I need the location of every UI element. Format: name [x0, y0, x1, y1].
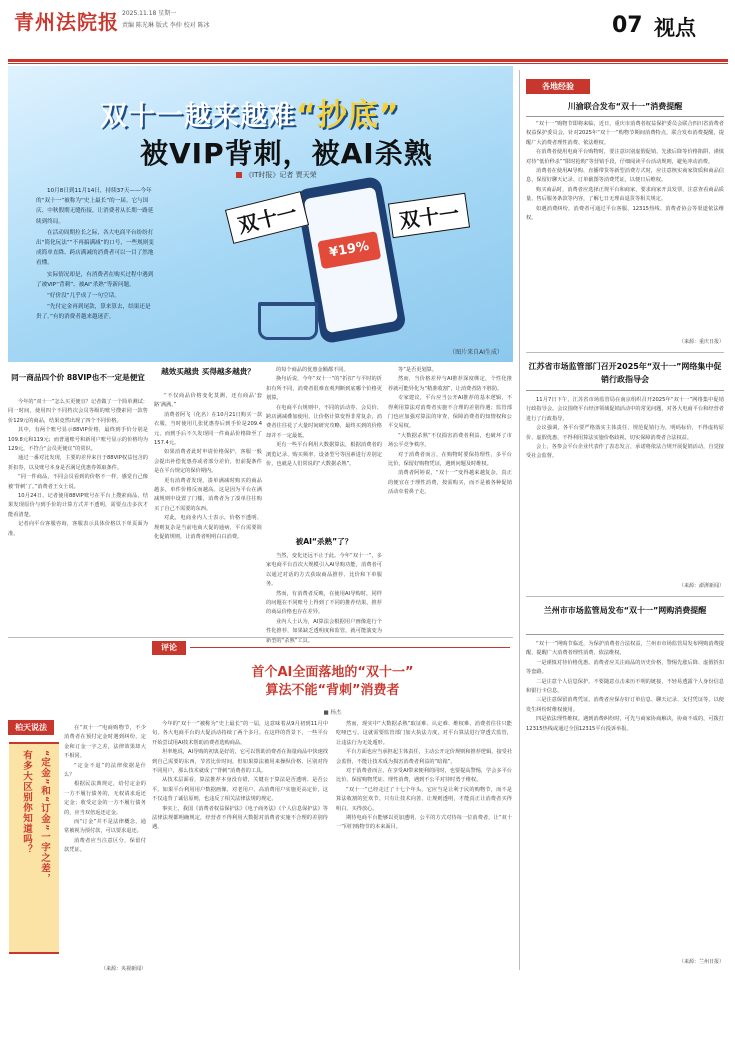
headline [100, 90, 399, 134]
sidebar-paragraph: 根据民法典规定，给付定金的一方不履行债务的，无权请求返还定金；收受定金的一方不履行债务的，应当双倍返还定金。 [64, 781, 146, 816]
commentary-label: 评论 [152, 641, 186, 655]
right-paragraph: 如遇消费纠纷，消费者可通过平台客服、12315热线、消费者协会等渠道依法维权。 [526, 205, 724, 222]
right-article-body [526, 120, 724, 336]
hero-banner [8, 66, 513, 362]
commentary-column [152, 720, 328, 982]
headline-emphasis: “抄底” [296, 98, 400, 133]
right-paragraph: 在消费者使用电商平台购物时，要注意识别虚假促销、先涨后降等价格陷阱，谨慎对待“低价秒杀”“限时抢购”等营销手段，仔细阅读平台活动规则，避免冲动消费。 [526, 149, 724, 165]
commentary-header [152, 641, 513, 655]
masthead [0, 0, 735, 58]
article-paragraph: 如果消费者此时申请价格保护，客服一般会提出补偿优惠券或者部分差价，但前提条件是在平台规定的保价期内。 [154, 449, 262, 475]
sidebar-title-panel [9, 742, 59, 954]
article-column [266, 552, 382, 644]
sidebar-paragraph: 而“订金”并不是法律概念，通常被视为预付款，可以要求退还。 [64, 819, 146, 835]
article-paragraph: 更有一些平台利用大数据算法，根据消费者的浏览记录、购买频率、设备型号等因素进行差别定价，也就是人们常说的“大数据杀熟”。 [266, 442, 382, 468]
title-rule [526, 116, 724, 117]
commentary-paragraph: 事实上，我国《消费者权益保护法》《电子商务法》《个人信息保护法》等法律法规都明确规定，经营者不得利用大数据对消费者实施不合理的差别待遇。 [152, 805, 328, 831]
article-paragraph: 消费者阿飞（化名）在10月21日购买一款衣服，当时使用几张优惠券后到手价是209.4元，而到手后不久发现同一件商品价格降至了157.4元。 [154, 411, 262, 447]
issue-meta [122, 8, 210, 32]
commentary-paragraph: 期待电商平台能够以更加透明、公平的方式对待每一位消费者，让“双十一”回归购物节的本来面目。 [336, 815, 512, 831]
article-source: （来源：澎湃新闻） [678, 583, 724, 589]
article-paragraph: 对此，电商业内人士表示，价格不透明、规则复杂是当前电商大促的通病，平台需要简化促销规则，让消费者明明白白消费。 [154, 515, 262, 541]
right-paragraph: “双十一”购物节即将来临，近日，重庆市消费者权益保护委员会联合四川省消费者权益保护委员会，针对2025年“双十一”购物节期间消费特点，联合发布消费提醒，提醒广大消费者理性消费、依法维权。 [526, 121, 724, 146]
article-paragraph: 然而，当价格差异与AI推荐深度绑定，个性化推荐就可能异化为“精准收割”，让消费者防不胜防。 [388, 376, 512, 392]
editor-credits: 责编 陈光琳 版式 李仲 校对 陈冰 [122, 22, 210, 29]
sidebar-source: （来源：央视新闻） [100, 966, 146, 972]
byline: 《IT时报》记者 贾天荣 [236, 170, 317, 180]
section-divider [8, 637, 513, 638]
article-title: 川渝联合发布“双十一”消费提醒 [567, 102, 683, 111]
article-paragraph: “大数据杀熟”不仅损害消费者利益，也破坏了市场公平竞争秩序。 [388, 432, 512, 449]
article-paragraph: 今年的“双十一”怎么买更便宜？记者做了一个简单测试：同一时间，使用四个不同档次会员等级的账号搜索同一款售价129元的商品，结果竟然出现了四个不同价格。 [8, 399, 148, 424]
article-divider [526, 352, 724, 353]
right-paragraph: 消费者在使用AI导购、直播带货等新型消费方式时，应注意核实商家资质和商品信息，保留好聊天记录、订单截图等消费凭证，以便日后维权。 [526, 168, 724, 184]
masthead-rule-thin [8, 63, 728, 64]
article-paragraph: 在电商平台规则中，不同的活动券、会员价、跨店满减叠加使用，让价格计算变得非常复杂，消费者往往花了大量时间研究攻略，最终买到的价格却并不一定最低。 [266, 404, 382, 439]
sidebar-title-line: 有多大区别你知道吗？ [21, 750, 32, 855]
article-column [8, 398, 148, 634]
right-paragraph: 二是注意个人信息保护。不要随意点击来历不明的链接，不轻易透露个人身份信息和银行卡信息。 [526, 678, 724, 695]
sidebar-paragraph: “定金不退”的法律依据是什么？ [64, 762, 146, 779]
lead-paragraph: “好价没”几乎成了一句空话。 [47, 293, 120, 300]
article-paragraph: 通过一番对比发现，主要的差异来自于88VIP权益包含的折扣券，以及账号本身是否满足优惠券领取条件。 [8, 455, 148, 471]
right-column-label: 各地经验 [526, 79, 590, 94]
commentary-title [152, 664, 513, 700]
commentary-paragraph: 从技术层面看，算法推荐本身没有错，关键在于算法是否透明、是否公平。如果平台利用用户数据画像，对老用户、高消费用户实施更高定价，这不仅违背了诚信原则，也违反了相关法律法规的规定。 [152, 777, 328, 803]
article-column [266, 366, 382, 534]
double-eleven-tag: 双十一 [225, 191, 309, 244]
right-article-body [526, 396, 724, 580]
article-paragraph: 当然，变化还远不止于此。今年“双十一”，多家电商平台首次大规模引入AI导购功能，消费者可以通过对话的方式获取商品推荐、比价和下单服务。 [266, 553, 382, 588]
article-paragraph: 然而，有消费者反映，在使用AI导购时，同样的问题在不同账号上得到了不同的推荐结果，推荐的商品价格也存在差异。 [266, 590, 382, 616]
commentary-title-line: 算法不能“背刺”消费者 [265, 683, 400, 698]
commentary-paragraph: 坦率地说，AI导购的初衷是好的，它可以帮助消费者在海量商品中快速找到自己需要的东西，节省比价时间。但如果算法被用来操纵价格、区别对待不同用户，那么技术就成了“背刺”消费者的工具。 [152, 749, 328, 775]
sidebar-paragraph: 消费者应当注意区分，保留付款凭证。 [64, 837, 146, 854]
lead-paragraph: 在活动周期拉长之际，各大电商平台纷纷打出“简化玩法”“不再搞满减”的口号，一些规则变成简单直降、跨店满减的消费者可以一目了然地看懂。 [36, 229, 154, 267]
commentary-paragraph: 平台方面也应当承担起主体责任，主动公开定价规则和推荐逻辑，接受社会监督，不能让技术成为损害消费者利益的“暗箱”。 [336, 749, 513, 765]
right-paragraph: 四是依法理性维权。遇到消费纠纷时，可先与商家协商解决，协商不成的，可拨打12315热线或通过全国12315平台投诉举报。 [526, 716, 724, 732]
coupon-badge: ¥19% [317, 231, 381, 269]
sidebar-title-line: “定金”和“订金”一字之差， [39, 750, 50, 884]
lead-paragraph: 10月8日到11月14日，持续37天——今年的“双十一”被称为“史上最长”的一届。它与国庆、中秋假期无缝衔接，让消费者从长期一路延续到终局。 [36, 188, 154, 225]
article-source: （来源：重庆日报） [678, 339, 724, 345]
article-paragraph: “不仅商品价格变化莫测，还有商品‘套路’满满。” [154, 393, 262, 409]
article-source: （来源：兰州日报） [678, 959, 724, 965]
article-column [154, 392, 262, 634]
sidebar-label: 柏天说法 [8, 720, 54, 735]
title-rule [526, 634, 724, 635]
article-paragraph: 更有消费者发现，凑单满减时购买的商品越多，单件价格反而越高。这是因为平台在满减规则中设置了门槛，消费者为了凑单往往购买了自己不需要的东西。 [154, 477, 262, 512]
masthead-rule [8, 59, 728, 62]
article-paragraph: 业内人士认为，AI算法会根据用户画像进行个性化推荐，如果缺乏透明度和监管，就可能演变为新型的“杀熟”工具。 [266, 618, 382, 644]
image-credit: （图片来自AI生成） [449, 349, 503, 356]
right-paragraph: 购买商品时，消费者应选择正规平台和商家，要求商家开具发票，注意查看商品质量、售后服务条款等内容，了解七日无理由退货等相关规定。 [526, 186, 724, 203]
headline-main: 双十一越来越难 [100, 101, 296, 132]
commentary-paragraph: “双十一”已经走过了十七个年头，它应当是让利于民的购物节，而不是算法收割的狂欢节。只有让技术向善、让规则透明，才能真正让消费者买得明白、买得放心。 [336, 786, 512, 812]
article-paragraph: 换句话说，今年“双十一”的“折扣”与平时的折扣有所不同，消费者很难直观判断到底哪个价格更划算。 [266, 376, 382, 402]
right-paragraph: 一是谨慎对待价格优惠。消费者应关注商品的历史价格，警惕先涨后降、虚假折扣等套路。 [526, 659, 724, 676]
sidebar-paragraph: 在“双十一”电商购物节，不少消费者在预付定金时遇到纠纷，定金和订金一字之差，法律效果却大不相同。 [64, 725, 146, 760]
section-subhead: 越效买越贵 买得越多越贵？ [161, 367, 255, 376]
commentary-byline: ■ 杨杰 [323, 710, 342, 716]
commentary-rule [190, 647, 510, 648]
article-paragraph: 记者向平台客服咨询，客服表示具体价格以下单页面为准。 [8, 521, 148, 537]
sidebar-text [64, 724, 146, 960]
section-subhead: 同一商品四个价 88VIP也不一定是便宜 [11, 373, 145, 382]
title-rule [526, 390, 724, 391]
article-divider [526, 596, 724, 597]
article-paragraph: 等”是否更划算。 [398, 367, 438, 373]
column-divider [519, 70, 520, 970]
commentary-title-line: 首个AI全面落地的“双十一” [251, 665, 414, 680]
newspaper-logo: 青州法院报 [14, 10, 119, 34]
article-paragraph: 对于消费者而言，在购物时要保持理性，多平台比价，保留好购物凭证，遇到问题及时维权。 [388, 451, 512, 468]
article-paragraph: 10月24日，记者使用88VIP账号在平台上搜索商品，结果发现原价与到手价的计算方式并不透明，需要点击多次才能看清楚。 [8, 493, 148, 518]
right-paragraph: 会上，各参会平台企业代表作了表态发言，承诺将依法合规开展促销活动，自觉接受社会监督。 [526, 444, 724, 460]
subheadline: 被VIP背刺，被AI杀熟 [140, 137, 433, 170]
right-article-body [526, 640, 724, 956]
lead-paragraph: 实际情况却是，有消费者在购买过程中遇到了被VIP“背刺”、被AI“杀熟”等新问题。 [36, 271, 154, 288]
issue-date: 2025.11.18 星期一 [122, 10, 177, 17]
commentary-paragraph: 对于消费者而言，在享受AI带来便利的同时，也要提高警惕，学会多平台比价、保留购物凭证、理性消费，遇到不公平对待时勇于维权。 [336, 768, 512, 784]
article-paragraph: 其中，有两个账号显示88VIP价格，最终到手价分别是109.8元和119元；而普通账号和新用户账号显示的价格均为129元，不符合“会员更便宜”的常识。 [8, 427, 148, 453]
right-paragraph: 11月7日下午，江苏省市场监管局在南京组织召开2025年“双十一”网络集中促销行政指导会。会议围绕平台经济领域促销活动中的常见问题，对各大电商平台和经营者进行了行政指导。 [526, 397, 724, 422]
commentary-paragraph: 今年的“双十一”被称为“史上最长”的一届，这意味着从9月初到11月中旬，各大电商平台的大促活动持续了两个多月。在这样的背景下，一些平台开始尝试用AI技术帮助消费者选购商品。 [152, 721, 328, 746]
article-paragraph: 消费者阿婷说，“双十一”变得越来越复杂，真正的便宜在于理性消费，按需购买，而不是被各种促销活动牵着鼻子走。 [388, 470, 512, 496]
double-eleven-tag: 双十一 [388, 193, 470, 239]
article-title: 江苏省市场监管部门召开2025年“双十一”网络集中促销行政指导会 [528, 362, 722, 384]
article-paragraph: “同一件商品，不同会员看到的价格不一样，感觉自己像被‘背刺’了。”消费者王女士说。 [8, 474, 148, 490]
shopping-cart-icon [258, 302, 318, 340]
lead-paragraph: “先付定金再到尾款，算来算去，结果还是贵了。”有的消费者越来越迷茫。 [36, 304, 151, 321]
article-column [388, 366, 512, 634]
section-title: 视点 [654, 16, 696, 40]
article-title: 兰州市市场监管局发布“双十一”网购消费提醒 [543, 606, 707, 615]
commentary-column [336, 720, 512, 982]
right-paragraph: “双十一”网购节临近，为保护消费者合法权益，兰州市市场监管局发布网购消费提醒，提醒广大消费者理性消费、依法维权。 [526, 641, 724, 657]
article-paragraph: 的每个商品的优惠金额都不同。 [276, 367, 349, 373]
section-subhead: 被AI“杀熟”了？ [295, 537, 353, 546]
right-paragraph: 会议强调，各平台要严格落实主体责任，规范促销行为，明码标价，不得虚构原价、虚假优惠，不得利用算法实施价格歧视，切实保障消费者合法权益。 [526, 425, 724, 441]
page-number: 07 [612, 13, 643, 38]
lead-paragraphs [36, 186, 156, 352]
article-paragraph: 专家建议，平台应当公开AI推荐的基本逻辑，不得利用算法对消费者实施不合理的差别待遇；监管部门也应加强对算法的审查，保障消费者的知情权和公平交易权。 [388, 395, 512, 430]
right-paragraph: 三是注意保留消费凭证。消费者应保存好订单信息、聊天记录、支付凭证等，以便发生纠纷时维权使用。 [526, 697, 724, 713]
commentary-paragraph: 然而，现实中“大数据杀熟”取证难、认定难、维权难，消费者往往只能吃哑巴亏。这就需要监管部门加大执法力度，对平台算法进行穿透式监管，让违法行为无处遁形。 [336, 721, 512, 746]
